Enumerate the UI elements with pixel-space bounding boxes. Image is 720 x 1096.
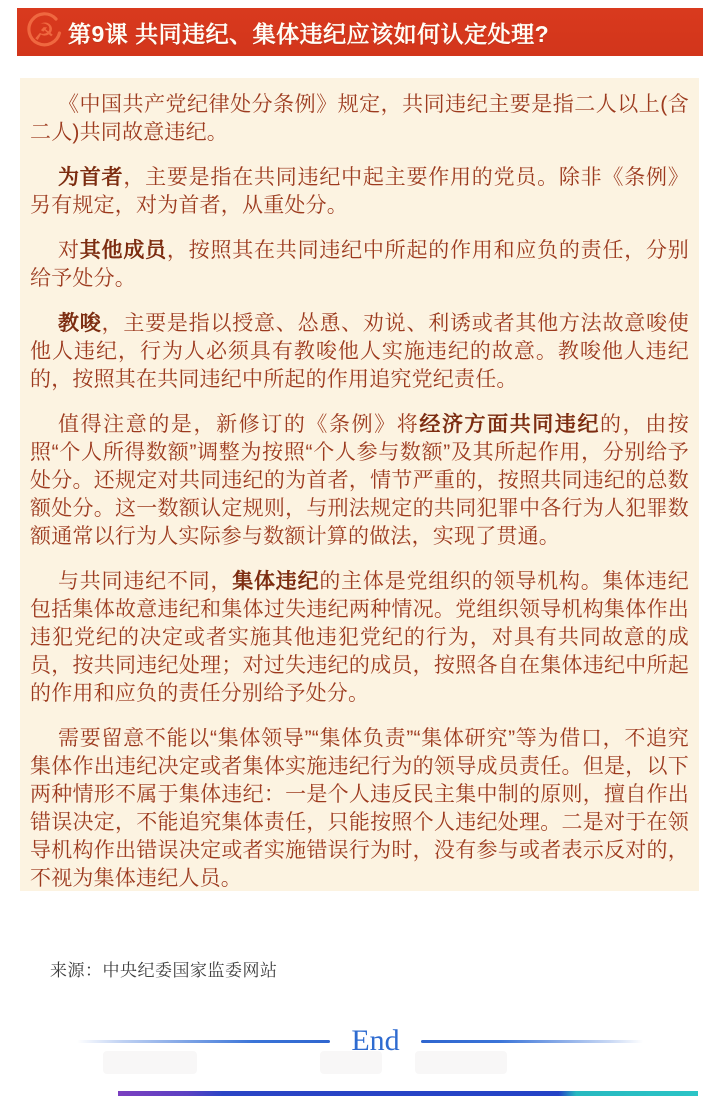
divider-line-right [421,1040,643,1043]
article-panel [20,78,699,891]
paragraph: 教唆，主要是指以授意、怂恿、劝说、利诱或者其他方法故意唆使他人违纪，行为人必须具有教唆他人实施违纪的故意。教唆他人违纪的，按照其在共同违纪中所起的作用追究党纪责任。 [30,312,689,391]
end-label: End [351,1024,400,1057]
footer-gradient-bar [118,1091,698,1096]
bold-term: 教唆 [58,312,102,335]
paragraph: 值得注意的是，新修订的《条例》将经济方面共同违纪的，由按照“个人所得数额”调整为按照“个人参与数额”及其所起作用，分别给予处分。还规定对共同违纪的为首者，情节严重的，按照共同违纪的总数额处分。这一数额认定规则，与刑法规定的共同犯罪中各行为人犯罪数额通常以行为人实际参与数额计算的做法，实现了贯通。 [30,413,689,548]
paragraph: 需要留意不能以“集体领导”“集体负责”“集体研究”等为借口，不追究集体作出违纪决定或者集体实施违纪行为的领导成员责任。但是，以下两种情形不属于集体违纪：一是个人违反民主集中制的原则，擅自作出错误决定，不能追究集体责任，只能按照个人违纪处理。二是对于在领导机构作出错误决定或者实施错误行为时，没有参与或者表示反对的，不视为集体违纪人员。 [30,727,689,890]
paragraph: 与共同违纪不同，集体违纪的主体是党组织的领导机构。集体违纪包括集体故意违纪和集体过失违纪两种情况。党组织领导机构集体作出违犯党纪的决定或者实施其他违犯党纪的行为，对具有共同故意的成员，按共同违纪处理；对过失违纪的成员，按照各自在集体违纪中所起的作用和应负的责任分别给予处分。 [30,570,689,705]
paragraph: 为首者，主要是指在共同违纪中起主要作用的党员。除非《条例》另有规定，对为首者，从重处分。 [30,166,689,217]
bold-term: 其他成员 [79,239,167,262]
bold-term: 为首者 [58,166,124,189]
bold-term: 集体违纪 [232,570,320,593]
party-emblem-icon [24,12,64,52]
bold-term: 经济方面共同违纪 [419,413,601,436]
paragraph: 对其他成员，按照其在共同违纪中所起的作用和应负的责任，分别给予处分。 [30,239,689,290]
end-divider [0,1022,720,1060]
article-body [30,91,689,891]
paragraph: 《中国共产党纪律处分条例》规定，共同违纪主要是指二人以上(含二人)共同故意违纪。 [30,93,689,144]
page-title: 第9课 共同违纪、集体违纪应该如何认定处理? [68,20,550,47]
header-bar [17,8,703,56]
hammer-sickle-glyph: ☭ [33,18,55,46]
divider-line-left [77,1040,330,1043]
source-line: 来源：中央纪委国家监委网站 [50,961,278,980]
